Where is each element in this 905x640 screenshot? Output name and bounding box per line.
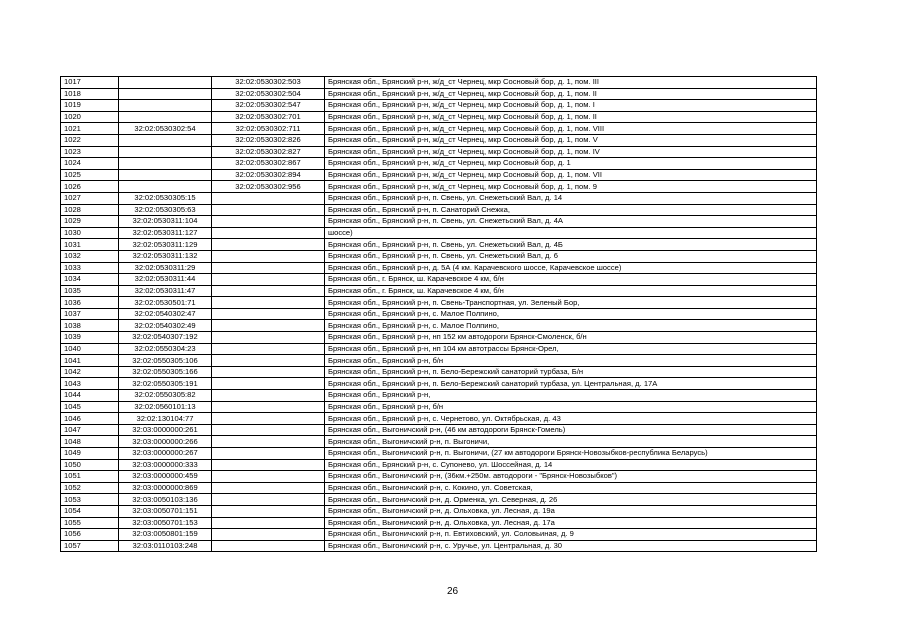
address-cell: Брянская обл., Брянский р-н, д. 5А (4 км. Карачевского шоссе, Карачевское шоссе)	[325, 262, 817, 274]
cadastral-number-cell	[119, 169, 212, 181]
premises-cadastral-number-cell	[212, 227, 325, 239]
premises-cadastral-number-cell: 32:02:0530302:711	[212, 123, 325, 135]
cadastral-number-cell: 32:03:0110103:248	[119, 540, 212, 552]
row-number-cell: 1030	[61, 227, 119, 239]
premises-cadastral-number-cell	[212, 448, 325, 460]
cadastral-number-cell: 32:03:0000000:459	[119, 471, 212, 483]
table-row	[61, 471, 817, 483]
premises-cadastral-number-cell	[212, 494, 325, 506]
row-number-cell: 1024	[61, 158, 119, 170]
cadastral-number-cell: 32:03:0000000:869	[119, 482, 212, 494]
cadastral-number-cell: 32:02:0530311:44	[119, 274, 212, 286]
cadastral-number-cell	[119, 181, 212, 193]
row-number-cell: 1028	[61, 204, 119, 216]
table-row	[61, 494, 817, 506]
row-number-cell: 1051	[61, 471, 119, 483]
premises-cadastral-number-cell	[212, 274, 325, 286]
table-row	[61, 482, 817, 494]
address-cell: Брянская обл., Брянский р-н, ж/д_ст Чернец, мкр Сосновый бор, д. 1, пом. 9	[325, 181, 817, 193]
address-cell: Брянская обл., Выгоничский р-н, с. Кокино, ул. Советская,	[325, 482, 817, 494]
table-row	[61, 181, 817, 193]
table-row	[61, 401, 817, 413]
cadastral-number-cell: 32:02:0530311:104	[119, 216, 212, 228]
row-number-cell: 1022	[61, 134, 119, 146]
table-row	[61, 436, 817, 448]
table-row	[61, 355, 817, 367]
address-cell: Брянская обл., Брянский р-н, п. Бело-Бережский санаторий турбаза, ул. Центральная, д. 17А	[325, 378, 817, 390]
table-row	[61, 540, 817, 552]
premises-cadastral-number-cell	[212, 285, 325, 297]
premises-cadastral-number-cell	[212, 424, 325, 436]
address-cell: Брянская обл., Брянский р-н, п. Бело-Бережский санаторий турбаза, Б/н	[325, 366, 817, 378]
row-number-cell: 1027	[61, 192, 119, 204]
cadastral-number-cell	[119, 88, 212, 100]
table-row	[61, 123, 817, 135]
row-number-cell: 1055	[61, 517, 119, 529]
cadastral-number-cell	[119, 146, 212, 158]
address-cell: Брянская обл., Брянский р-н, с. Супонево, ул. Шоссейная, д. 14	[325, 459, 817, 471]
premises-cadastral-number-cell	[212, 332, 325, 344]
cadastral-number-cell: 32:02:0540302:49	[119, 320, 212, 332]
row-number-cell: 1041	[61, 355, 119, 367]
table-row	[61, 262, 817, 274]
table-row	[61, 77, 817, 89]
address-cell: Брянская обл., Брянский р-н, ж/д_ст Чернец, мкр Сосновый бор, д. 1, пом. I	[325, 100, 817, 112]
row-number-cell: 1040	[61, 343, 119, 355]
cadastral-number-cell: 32:02:0550305:166	[119, 366, 212, 378]
row-number-cell: 1042	[61, 366, 119, 378]
cadastral-number-cell: 32:03:0050701:153	[119, 517, 212, 529]
cadastral-number-cell: 32:02:0530302:54	[119, 123, 212, 135]
address-cell: Брянская обл., Брянский р-н, ж/д_ст Чернец, мкр Сосновый бор, д. 1	[325, 158, 817, 170]
table-row	[61, 250, 817, 262]
premises-cadastral-number-cell	[212, 471, 325, 483]
row-number-cell: 1023	[61, 146, 119, 158]
row-number-cell: 1029	[61, 216, 119, 228]
page-number: 26	[446, 586, 459, 597]
row-number-cell: 1038	[61, 320, 119, 332]
table-row	[61, 285, 817, 297]
row-number-cell: 1033	[61, 262, 119, 274]
premises-cadastral-number-cell: 32:02:0530302:547	[212, 100, 325, 112]
premises-cadastral-number-cell	[212, 250, 325, 262]
cadastral-number-cell: 32:03:0000000:266	[119, 436, 212, 448]
table-row	[61, 88, 817, 100]
premises-cadastral-number-cell	[212, 297, 325, 309]
cadastral-number-cell	[119, 111, 212, 123]
cadastral-number-cell: 32:03:0050801:159	[119, 529, 212, 541]
address-cell: Брянская обл., Брянский р-н, б/н	[325, 355, 817, 367]
address-cell: Брянская обл., г. Брянск, ш. Карачевское 4 км, б/н	[325, 285, 817, 297]
premises-cadastral-number-cell	[212, 517, 325, 529]
table-row	[61, 448, 817, 460]
row-number-cell: 1043	[61, 378, 119, 390]
table-row	[61, 158, 817, 170]
cadastral-register-table	[60, 76, 817, 552]
row-number-cell: 1050	[61, 459, 119, 471]
table-row	[61, 297, 817, 309]
row-number-cell: 1056	[61, 529, 119, 541]
table-row	[61, 529, 817, 541]
row-number-cell: 1047	[61, 424, 119, 436]
address-cell: Брянская обл., Брянский р-н, с. Чернетово, ул. Октябрьская, д. 43	[325, 413, 817, 425]
table-row	[61, 390, 817, 402]
address-cell: шоссе)	[325, 227, 817, 239]
cadastral-number-cell: 32:02:0550305:82	[119, 390, 212, 402]
cadastral-number-cell	[119, 158, 212, 170]
cadastral-number-cell: 32:02:0530311:47	[119, 285, 212, 297]
row-number-cell: 1020	[61, 111, 119, 123]
cadastral-number-cell: 32:02:130104:77	[119, 413, 212, 425]
premises-cadastral-number-cell	[212, 378, 325, 390]
premises-cadastral-number-cell	[212, 355, 325, 367]
cadastral-number-cell: 32:02:0550305:191	[119, 378, 212, 390]
row-number-cell: 1019	[61, 100, 119, 112]
cadastral-number-cell: 32:02:0530501:71	[119, 297, 212, 309]
row-number-cell: 1034	[61, 274, 119, 286]
premises-cadastral-number-cell	[212, 459, 325, 471]
premises-cadastral-number-cell: 32:02:0530302:956	[212, 181, 325, 193]
premises-cadastral-number-cell	[212, 204, 325, 216]
table-row	[61, 332, 817, 344]
table-row	[61, 111, 817, 123]
table-row	[61, 204, 817, 216]
address-cell: Брянская обл., Брянский р-н,	[325, 390, 817, 402]
cadastral-number-cell: 32:02:0530311:127	[119, 227, 212, 239]
row-number-cell: 1045	[61, 401, 119, 413]
premises-cadastral-number-cell: 32:02:0530302:503	[212, 77, 325, 89]
row-number-cell: 1046	[61, 413, 119, 425]
address-cell: Брянская обл., Брянский р-н, п. Санаторий Снежка,	[325, 204, 817, 216]
address-cell: Брянская обл., Брянский р-н, ж/д_ст Чернец, мкр Сосновый бор, д. 1, пом. II	[325, 88, 817, 100]
row-number-cell: 1032	[61, 250, 119, 262]
premises-cadastral-number-cell	[212, 540, 325, 552]
cadastral-number-cell: 32:02:0530305:15	[119, 192, 212, 204]
cadastral-number-cell: 32:03:0000000:267	[119, 448, 212, 460]
premises-cadastral-number-cell	[212, 343, 325, 355]
address-cell: Брянская обл., Брянский р-н, ж/д_ст Чернец, мкр Сосновый бор, д. 1, пом. III	[325, 77, 817, 89]
table-row	[61, 424, 817, 436]
cadastral-number-cell: 32:02:0530311:129	[119, 239, 212, 251]
premises-cadastral-number-cell	[212, 308, 325, 320]
cadastral-number-cell	[119, 134, 212, 146]
row-number-cell: 1052	[61, 482, 119, 494]
premises-cadastral-number-cell	[212, 413, 325, 425]
address-cell: Брянская обл., Брянский р-н, ж/д_ст Чернец, мкр Сосновый бор, д. 1, пом. IV	[325, 146, 817, 158]
address-cell: Брянская обл., Брянский р-н, п. Свень, ул. Снежетьский Вал, д. 4Б	[325, 239, 817, 251]
cadastral-number-cell: 32:03:0000000:261	[119, 424, 212, 436]
table-row	[61, 320, 817, 332]
table-row	[61, 505, 817, 517]
row-number-cell: 1057	[61, 540, 119, 552]
premises-cadastral-number-cell: 32:02:0530302:504	[212, 88, 325, 100]
address-cell: Брянская обл., Выгоничский р-н, (36км.+250м. автодороги - "Брянск-Новозыбков")	[325, 471, 817, 483]
table-row	[61, 459, 817, 471]
premises-cadastral-number-cell	[212, 529, 325, 541]
address-cell: Брянская обл., Брянский р-н, ж/д_ст Чернец, мкр Сосновый бор, д. 1, пом. V	[325, 134, 817, 146]
premises-cadastral-number-cell	[212, 436, 325, 448]
premises-cadastral-number-cell	[212, 239, 325, 251]
row-number-cell: 1054	[61, 505, 119, 517]
address-cell: Брянская обл., Брянский р-н, п. Свень, ул. Снежетьский Вал, д. 4А	[325, 216, 817, 228]
row-number-cell: 1031	[61, 239, 119, 251]
table-row	[61, 227, 817, 239]
table-row	[61, 366, 817, 378]
address-cell: Брянская обл., Брянский р-н, нп 152 км автодороги Брянск-Смоленск, б/н	[325, 332, 817, 344]
table-row	[61, 517, 817, 529]
cadastral-number-cell: 32:03:0000000:333	[119, 459, 212, 471]
premises-cadastral-number-cell: 32:02:0530302:826	[212, 134, 325, 146]
table-row	[61, 100, 817, 112]
premises-cadastral-number-cell: 32:02:0530302:827	[212, 146, 325, 158]
cadastral-number-cell: 32:02:0550305:106	[119, 355, 212, 367]
premises-cadastral-number-cell	[212, 401, 325, 413]
address-cell: Брянская обл., Брянский р-н, нп 104 км автотрассы Брянск-Орел,	[325, 343, 817, 355]
row-number-cell: 1036	[61, 297, 119, 309]
cadastral-number-cell: 32:02:0530311:29	[119, 262, 212, 274]
cadastral-number-cell: 32:02:0540302:47	[119, 308, 212, 320]
cadastral-number-cell: 32:02:0550304:23	[119, 343, 212, 355]
cadastral-number-cell: 32:03:0050701:151	[119, 505, 212, 517]
row-number-cell: 1018	[61, 88, 119, 100]
row-number-cell: 1049	[61, 448, 119, 460]
premises-cadastral-number-cell	[212, 390, 325, 402]
table-row	[61, 378, 817, 390]
row-number-cell: 1053	[61, 494, 119, 506]
premises-cadastral-number-cell	[212, 505, 325, 517]
premises-cadastral-number-cell	[212, 216, 325, 228]
premises-cadastral-number-cell	[212, 192, 325, 204]
cadastral-number-cell: 32:02:0560101:13	[119, 401, 212, 413]
row-number-cell: 1021	[61, 123, 119, 135]
address-cell: Брянская обл., Брянский р-н, п. Свень-Транспортная, ул. Зеленый Бор,	[325, 297, 817, 309]
address-cell: Брянская обл., Выгоничский р-н, п. Выгоничи,	[325, 436, 817, 448]
table-row	[61, 274, 817, 286]
table-body	[61, 77, 817, 552]
row-number-cell: 1048	[61, 436, 119, 448]
row-number-cell: 1035	[61, 285, 119, 297]
address-cell: Брянская обл., Брянский р-н, с. Малое Полпино,	[325, 320, 817, 332]
address-cell: Брянская обл., Брянский р-н, ж/д_ст Чернец, мкр Сосновый бор, д. 1, пом. II	[325, 111, 817, 123]
premises-cadastral-number-cell: 32:02:0530302:701	[212, 111, 325, 123]
premises-cadastral-number-cell: 32:02:0530302:894	[212, 169, 325, 181]
address-cell: Брянская обл., г. Брянск, ш. Карачевское 4 км, б/н	[325, 274, 817, 286]
cadastral-number-cell	[119, 77, 212, 89]
address-cell: Брянская обл., Выгоничский р-н, п. Евтиховский, ул. Соловьиная, д. 9	[325, 529, 817, 541]
address-cell: Брянская обл., Выгоничский р-н, (46 км автодороги Брянск-Гомель)	[325, 424, 817, 436]
cadastral-number-cell: 32:02:0530305:63	[119, 204, 212, 216]
cadastral-number-cell: 32:03:0050103:136	[119, 494, 212, 506]
address-cell: Брянская обл., Брянский р-н, п. Свень, ул. Снежетьский Вал, д. 6	[325, 250, 817, 262]
premises-cadastral-number-cell	[212, 482, 325, 494]
table-row	[61, 308, 817, 320]
address-cell: Брянская обл., Выгоничский р-н, д. Орменка, ул. Северная, д. 26	[325, 494, 817, 506]
cadastral-number-cell: 32:02:0530311:132	[119, 250, 212, 262]
cadastral-number-cell: 32:02:0540307:192	[119, 332, 212, 344]
address-cell: Брянская обл., Брянский р-н, ж/д_ст Чернец, мкр Сосновый бор, д. 1, пом. VII	[325, 169, 817, 181]
premises-cadastral-number-cell	[212, 262, 325, 274]
premises-cadastral-number-cell	[212, 366, 325, 378]
table-row	[61, 134, 817, 146]
address-cell: Брянская обл., Выгоничский р-н, с. Уручье, ул. Центральная, д. 30	[325, 540, 817, 552]
table-row	[61, 216, 817, 228]
table-row	[61, 413, 817, 425]
row-number-cell: 1026	[61, 181, 119, 193]
table-row	[61, 192, 817, 204]
address-cell: Брянская обл., Выгоничский р-н, п. Выгоничи, (27 км автодороги Брянск-Новозыбков-республика Беларусь)	[325, 448, 817, 460]
premises-cadastral-number-cell: 32:02:0530302:867	[212, 158, 325, 170]
address-cell: Брянская обл., Выгоничский р-н, д. Ольховка, ул. Лесная, д. 19а	[325, 505, 817, 517]
row-number-cell: 1025	[61, 169, 119, 181]
table-row	[61, 343, 817, 355]
row-number-cell: 1039	[61, 332, 119, 344]
address-cell: Брянская обл., Брянский р-н, с. Малое Полпино,	[325, 308, 817, 320]
premises-cadastral-number-cell	[212, 320, 325, 332]
address-cell: Брянская обл., Брянский р-н, ж/д_ст Чернец, мкр Сосновый бор, д. 1, пом. VIII	[325, 123, 817, 135]
table-row	[61, 169, 817, 181]
address-cell: Брянская обл., Брянский р-н, п. Свень, ул. Снежетьский Вал, д. 14	[325, 192, 817, 204]
cadastral-number-cell	[119, 100, 212, 112]
address-cell: Брянская обл., Брянский р-н, б/н	[325, 401, 817, 413]
row-number-cell: 1017	[61, 77, 119, 89]
table-row	[61, 239, 817, 251]
table-row	[61, 146, 817, 158]
row-number-cell: 1037	[61, 308, 119, 320]
row-number-cell: 1044	[61, 390, 119, 402]
address-cell: Брянская обл., Выгоничский р-н, д. Ольховка, ул. Лесная, д. 17а	[325, 517, 817, 529]
